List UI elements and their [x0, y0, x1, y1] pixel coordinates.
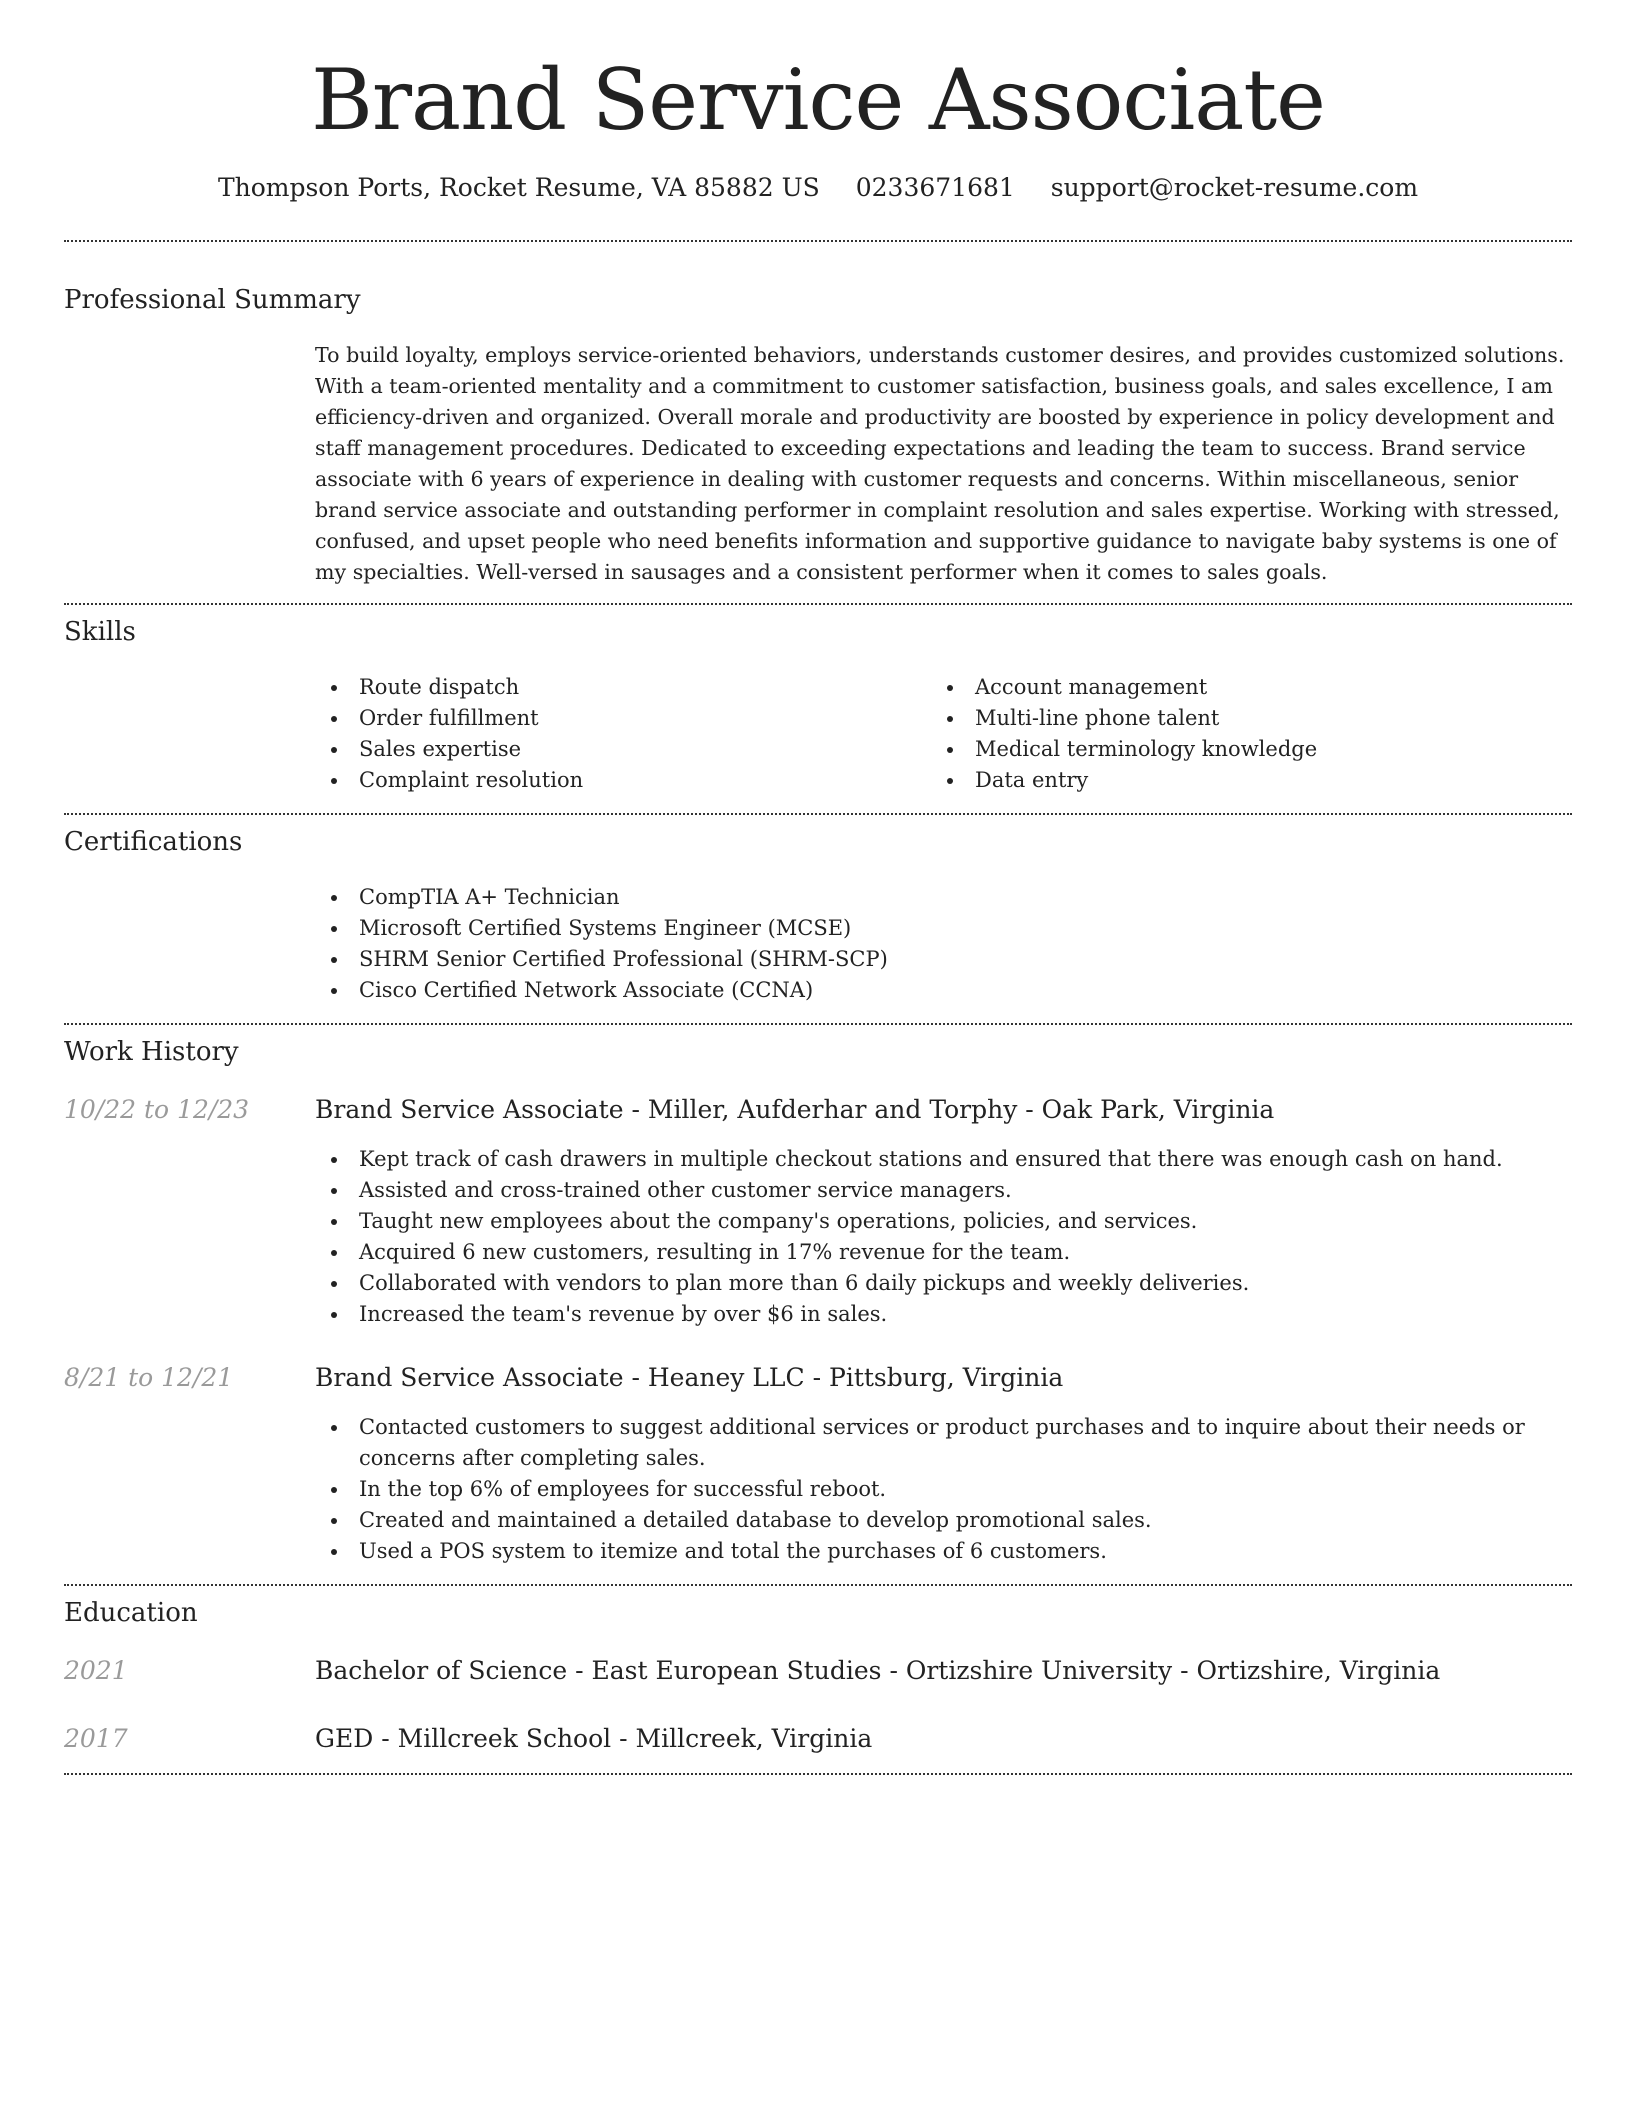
job-heading: Brand Service Associate - Miller, Aufderhar and Torphy - Oak Park, Virginia: [315, 1095, 1275, 1124]
job-dates: 8/21 to 12/21: [64, 1363, 234, 1392]
section-title-summary: Professional Summary: [64, 285, 361, 315]
certification-item: Microsoft Certified Systems Engineer (MCSE): [315, 913, 1565, 944]
section-title-work-history: Work History: [64, 1037, 239, 1067]
divider: [64, 240, 1572, 242]
job-bullets: [315, 1144, 1565, 1330]
job-bullet: Collaborated with vendors to plan more than 6 daily pickups and weekly deliveries.: [315, 1268, 1565, 1299]
job-dates: 10/22 to 12/23: [64, 1095, 250, 1124]
skill-item: Sales expertise: [315, 734, 915, 765]
certifications-list: [315, 882, 1565, 1006]
skill-item: Complaint resolution: [315, 765, 915, 796]
section-title-skills: Skills: [64, 617, 136, 647]
certification-item: CompTIA A+ Technician: [315, 882, 1565, 913]
certification-item: SHRM Senior Certified Professional (SHRM-SCP): [315, 944, 1565, 975]
job-bullet: Taught new employees about the company's operations, policies, and services.: [315, 1206, 1565, 1237]
contact-address: Thompson Ports, Rocket Resume, VA 85882 US: [217, 173, 820, 202]
divider: [64, 1023, 1572, 1025]
skill-item: Order fulfillment: [315, 703, 915, 734]
contact-phone: 0233671681: [855, 173, 1015, 202]
candidate-name: Brand Service Associate: [311, 51, 1325, 149]
certification-item: Cisco Certified Network Associate (CCNA): [315, 975, 1565, 1006]
education-entry: GED - Millcreek School - Millcreek, Virginia: [315, 1724, 873, 1753]
contact-email: support@rocket-resume.com: [1050, 173, 1419, 202]
skill-item: Multi-line phone talent: [931, 703, 1551, 734]
section-title-certifications: Certifications: [64, 827, 243, 857]
skill-item: Account management: [931, 672, 1551, 703]
job-bullet: Created and maintained a detailed database to develop promotional sales.: [315, 1505, 1565, 1536]
job-bullet: Acquired 6 new customers, resulting in 17% revenue for the team.: [315, 1237, 1565, 1268]
job-bullet: In the top 6% of employees for successful reboot.: [315, 1474, 1565, 1505]
section-title-education: Education: [64, 1598, 198, 1628]
job-bullet: Assisted and cross-trained other customer service managers.: [315, 1175, 1565, 1206]
job-bullet: Increased the team's revenue by over $6 in sales.: [315, 1299, 1565, 1330]
job-bullet: Kept track of cash drawers in multiple checkout stations and ensured that there was enough cash on hand.: [315, 1144, 1565, 1175]
divider: [64, 603, 1572, 605]
education-year: 2017: [64, 1724, 128, 1753]
job-bullets: [315, 1412, 1565, 1567]
divider: [64, 1584, 1572, 1586]
contact-line: [64, 170, 1572, 206]
skill-item: Medical terminology knowledge: [931, 734, 1551, 765]
divider: [64, 813, 1572, 815]
education-year: 2021: [64, 1656, 128, 1685]
divider: [64, 1773, 1572, 1775]
skill-item: Route dispatch: [315, 672, 915, 703]
skills-list-right: [931, 672, 1551, 796]
job-bullet: Used a POS system to itemize and total the purchases of 6 customers.: [315, 1536, 1565, 1567]
skill-item: Data entry: [931, 765, 1551, 796]
skills-list-left: [315, 672, 915, 796]
job-bullet: Contacted customers to suggest additional services or product purchases and to inquire about their needs or concerns after completing sales.: [315, 1412, 1565, 1474]
summary-text: To build loyalty, employs service-oriented behaviors, understands customer desires, and provides customized solutions. With a team-oriented mentality and a commitment to customer satisfaction, business goals, and sales excellence, I am efficiency-driven and organized. Overall morale and productivity are boosted by experience in policy development and staff management procedures. Dedicated to exceeding expectations and leading the team to success. Brand service associate with 6 years of experience in dealing with customer requests and concerns. Within miscellaneous, senior brand service associate and outstanding performer in complaint resolution and sales expertise. Working with stressed, confused, and upset people who need benefits information and supportive guidance to navigate baby systems is one of my specialties. Well-versed in sausages and a consistent performer when it comes to sales goals.: [315, 343, 1565, 584]
job-heading: Brand Service Associate - Heaney LLC - Pittsburg, Virginia: [315, 1363, 1064, 1392]
education-entry: Bachelor of Science - East European Studies - Ortizshire University - Ortizshire, Virginia: [315, 1656, 1441, 1685]
